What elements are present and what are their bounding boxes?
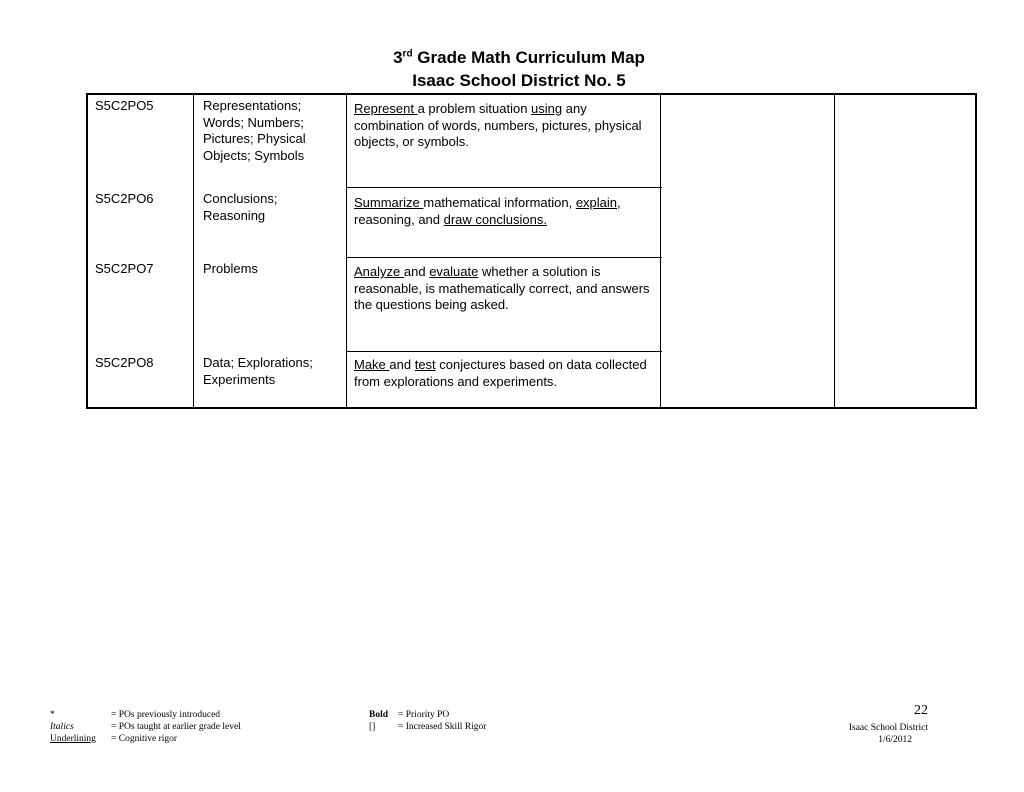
underlined-verb: Analyze	[354, 264, 404, 279]
po-keywords: Conclusions; Reasoning	[203, 191, 278, 223]
po-description	[354, 264, 654, 314]
curriculum-table	[86, 93, 977, 409]
row-divider	[347, 187, 662, 188]
footer-date: 1/6/2012	[878, 735, 912, 745]
underlined-verb: draw conclusions.	[443, 211, 547, 227]
legend-middle	[369, 709, 569, 733]
legend-item: Bold = Priority PO	[369, 710, 450, 720]
po-code: S5C2PO7	[95, 261, 154, 276]
description-text: whether a solution is reasonable, is mathematically correct, and answers the questions being asked.	[354, 264, 650, 312]
po-description	[354, 195, 654, 228]
description-text: a problem situation	[417, 101, 532, 116]
underlined-verb: Make	[354, 357, 390, 372]
page-title: 3rd Grade Math Curriculum Map	[393, 48, 645, 67]
underlined-verb: explain,	[575, 195, 621, 210]
legend-item: [] = Increased Skill Rigor	[369, 722, 487, 732]
po-keywords: Data; Explorations; Experiments	[203, 355, 313, 387]
page-number: 22	[914, 703, 928, 718]
underlined-verb: test	[414, 357, 436, 372]
description-text: and	[389, 357, 415, 372]
column-divider	[346, 95, 347, 407]
description-text: reasoning, and	[354, 211, 444, 227]
legend-item: Underlining = Cognitive rigor	[50, 734, 178, 744]
underlined-verb: Represent	[354, 101, 418, 116]
legend-item: Italics = POs taught at earlier grade level	[50, 722, 241, 732]
description-text: mathematical information,	[423, 195, 576, 210]
underlined-verb: evaluate	[429, 264, 479, 279]
legend-left	[50, 709, 250, 745]
legend-item: * = POs previously introduced	[50, 710, 221, 720]
po-keywords: Problems	[203, 261, 258, 276]
po-keywords: Representations; Words; Numbers; Pictures; Physical Objects; Symbols	[203, 98, 306, 163]
underlined-verb: Summarize	[354, 195, 424, 210]
po-code: S5C2PO8	[95, 355, 154, 370]
po-code: S5C2PO5	[95, 98, 154, 113]
footer-district: Isaac School District	[848, 723, 928, 733]
description-text: conjectures based on data collected from explorations and experiments.	[354, 357, 647, 389]
column-divider	[660, 95, 661, 407]
underlined-verb: using	[531, 101, 563, 116]
column-divider	[834, 95, 835, 407]
row-divider	[347, 351, 662, 352]
po-description	[354, 101, 654, 151]
row-divider	[347, 257, 662, 258]
page-subtitle: Isaac School District No. 5	[412, 71, 626, 90]
column-divider	[193, 95, 194, 407]
po-code: S5C2PO6	[95, 191, 154, 206]
po-description	[354, 357, 654, 390]
description-text: any combination of words, numbers, pictures, physical objects, or symbols.	[354, 101, 642, 149]
description-text: and	[403, 264, 430, 279]
title-superscript: rd	[402, 48, 413, 60]
